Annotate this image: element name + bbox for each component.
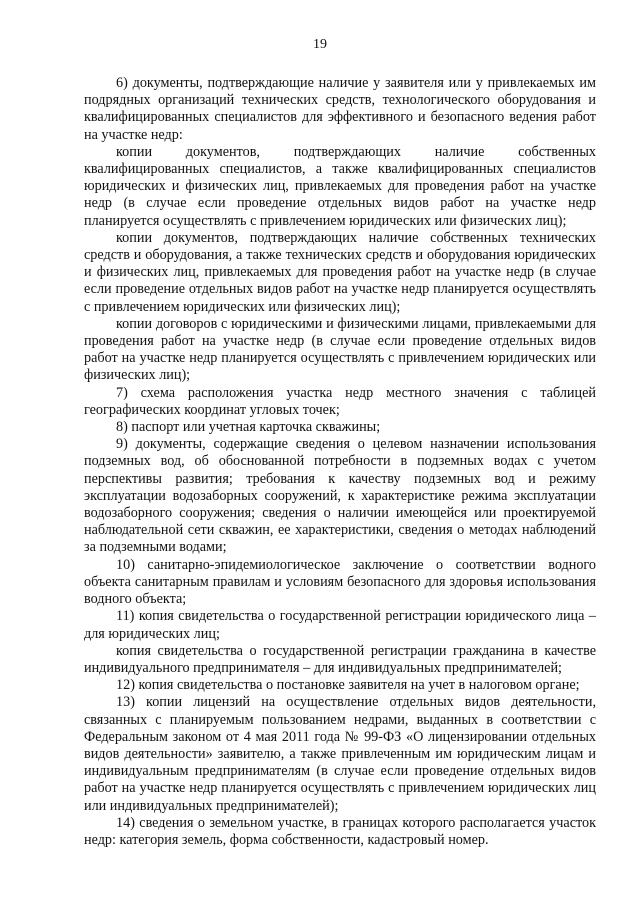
paragraph-item-14: 14) сведения о земельном участке, в границах которого располагается участок недр: категория земель, форма собственности, кадастровый номер.	[84, 814, 596, 848]
paragraph-item-7: 7) схема расположения участка недр местного значения с таблицей географических координат угловых точек;	[84, 384, 596, 418]
paragraph-specialists-copies: копии документов, подтверждающих наличие собственных квалифицированных специалистов, а также квалифицированных специалистов юридических и физических лиц, привлекаемых для проведения работ на участке недр (в случае если проведение отдельных видов работ на участке недр планируется осуществлять с привлечением юридических или физических лиц);	[84, 143, 596, 229]
paragraph-item-11: 11) копия свидетельства о государственной регистрации юридического лица – для юридических лиц;	[84, 608, 596, 642]
document-body	[84, 75, 596, 849]
paragraph-contract-copies: копии договоров с юридическими и физическими лицами, привлекаемыми для проведения работ на участке недр (в случае если проведение отдельных видов работ на участке недр планируется осуществлять с привлечением юридических или физических лиц);	[84, 315, 596, 384]
paragraph-item-6: 6) документы, подтверждающие наличие у заявителя или у привлекаемых им подрядных организаций технических средств, технологического оборудования и квалифицированных специалистов для эффективного и безопасного ведения работ на участке недр:	[84, 75, 596, 143]
paragraph-item-8: 8) паспорт или учетная карточка скважины;	[116, 419, 381, 436]
paragraph-item-9: 9) документы, содержащие сведения о целевом назначении использования подземных вод, об обоснованной потребности в подземных водах с учетом перспективы развития; требования к качеству подземных вод и режиму эксплуатации водозаборных сооружений, к характеристике режима эксплуатации водозаборного сооружения; сведения о наличии имеющейся или проектируемой наблюдательной сети скважин, ее характеристики, сведения о методах наблюдений за подземными водами;	[84, 436, 596, 556]
paragraph-entrepreneur-certificate: копия свидетельства о государственной регистрации гражданина в качестве индивидуального предпринимателя – для индивидуальных предпринимателей;	[84, 642, 596, 676]
paragraph-item-10: 10) санитарно-эпидемиологическое заключение о соответствии водного объекта санитарным правилам и условиям безопасного для здоровья использования водного объекта;	[84, 556, 596, 608]
paragraph-item-13: 13) копии лицензий на осуществление отдельных видов деятельности, связанных с планируемым пользованием недрами, выданных в соответствии с Федеральным законом от 4 мая 2011 года № 99-ФЗ «О лицензировании отдельных видов деятельности» заявителю, а также привлеченным им юридическим лицам и индивидуальным предпринимателям (в случае если проведение отдельных видов работ на участке недр планируется осуществлять с привлечением юридических лиц или индивидуальных предпринимателей);	[84, 694, 596, 814]
paragraph-item-12: 12) копия свидетельства о постановке заявителя на учет в налоговом органе;	[116, 677, 580, 694]
page-number: 19	[313, 37, 327, 52]
paragraph-equipment-copies: копии документов, подтверждающих наличие собственных технических средств и оборудования, а также технических средств и оборудования юридических и физических лиц, привлекаемых для проведения работ на участке недр (в случае если проведение отдельных видов работ на участке недр планируется осуществлять с привлечением юридических или физических лиц);	[84, 229, 596, 315]
